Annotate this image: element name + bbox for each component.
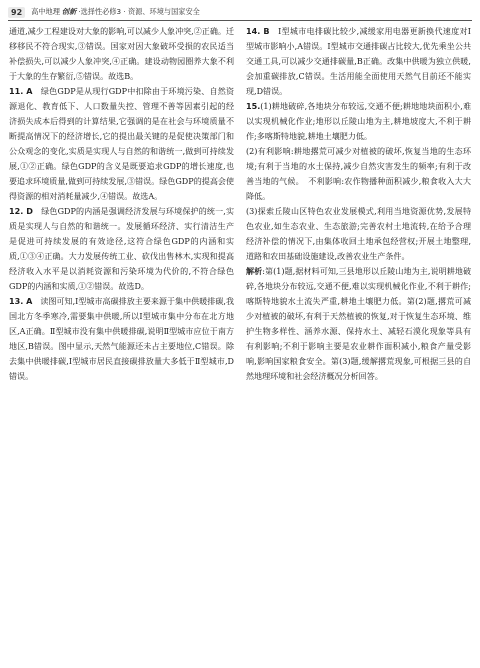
page-header <box>8 4 472 21</box>
answer-paragraph <box>9 24 234 84</box>
paragraph-text: :第(1)题,据材料可知,三县地形以丘陵山地为主,说明耕地破碎,各地块分布较远,交通不便,难以实现机械化作业,不利于耕作;喀斯特地貌水土流失严重,耕地土壤肥力低。第(2)题,撂荒可减少对植被的破坏,有利于天然植被的恢复,对于恢复生态环境、维护生物多样性、涵养水源、保持水土、减轻石漠化现象等具有有利影响;不利于影响主要是农业耕作面积减小,粮食产量受影响,影响国家粮食安全。第(3)题,缓解撂荒现象,可根据三县的自然地理环境和社会经济概况分析回答。 <box>246 267 471 381</box>
paragraph-text: Ⅰ型城市电排碳比较少,减缓家用电器更新换代速度对Ⅰ型城市影响小,A错误。Ⅰ型城市交通排碳占比较大,优先乘坐公共交通工具,可以减少交通排碳量,B正确。改集中供暖为独立供暖,会加重碳排放,C错误。生活用能全面使用天然气目前还不能实现,D错误。 <box>246 27 471 96</box>
analysis-label: 解析 <box>246 267 263 276</box>
answer-paragraph <box>246 24 471 99</box>
header-subject: 高中地理 <box>31 7 60 16</box>
right-column <box>246 24 471 384</box>
paragraph-text: 绿色GDP的内涵是强调经济发展与环境保护的统一,实质是实现人与自然的和谐统一。发展循环经济、实行清洁生产是促进可持续发展的有效途径,这符合绿色GDP的内涵和实质,①③④正确。大力发展传统工业、砍伐出售林木,实现和提高经济收入水平是以消耗资源和污染环境为代价的,不符合绿色GDP的内涵和实质,①②错误。故选D。 <box>9 207 234 291</box>
header-title: ·选择性必修3 · 资源、环境与国家安全 <box>78 7 200 16</box>
question-label: 14. B <box>246 27 270 36</box>
answer-paragraph <box>9 84 234 204</box>
page-number: 92 <box>8 7 25 18</box>
paragraph-text: (1)耕地破碎,各地块分布较远,交通不便;耕地地块面积小,难以实现机械化作业;地形以丘陵山地为主,耕地坡度大,不利于耕作;多喀斯特地貌,耕地土壤肥力低。 <box>246 102 471 141</box>
question-label: 12. D <box>9 207 33 216</box>
answer-paragraph <box>246 99 471 144</box>
paragraph-text: (2)有利影响:耕地撂荒可减少对植被的破坏,恢复当地的生态环境;有利于当地的水土保持,减少自然灾害发生的频率;有利于改善当地的气候。 不利影响:农作物播种面积减少,粮食收入大大降低。 <box>246 147 471 201</box>
question-label: 11. A <box>9 87 33 96</box>
answer-paragraph <box>246 204 471 264</box>
paragraph-text: 绿色GDP是从现行GDP中扣除由于环境污染、自然资源退化、教育低下、人口数量失控、管理不善等因素引起的经济损失成本后得到的计算结果,它强调的是在社会与环境质量不断提高情况下的经济增长,它的提出最关键的是促使决策部门和公众观念的变化,实质是实现人与自然的和谐统一,做到可持续发展,①②正确。绿色GDP的含义是既要追求GDP的增长速度,也要追求环境质量,做到可持续发展,③错误。绿色GDP的提高会使得资源的相对消耗量减少,④错误。故选A。 <box>9 87 234 201</box>
answer-paragraph <box>9 204 234 294</box>
question-label: 15. <box>246 102 261 111</box>
paragraph-text: (3)探索丘陵山区特色农业发展模式,利用当地资源优势,发展特色农业,如生态农业、生态旅游;完善农村土地流转,在给予合理经济补偿的情况下,由集体收回土地承包经营权;开展土地整理,道路和农田基础设施建设,改善农业生产条件。 <box>246 207 471 261</box>
header-brand: 创新 <box>61 7 77 16</box>
analysis-paragraph <box>246 264 471 384</box>
question-label: 13. A <box>9 297 33 306</box>
paragraph-text: 读图可知,Ⅰ型城市高碳排放主要来源于集中供暖排碳,我国北方冬季寒冷,需要集中供暖,所以Ⅰ型城市集中分布在北方地区,A正确。Ⅱ型城市没有集中供暖排碳,说明Ⅱ型城市应位于南方地区,B错误。图中显示,天然气能源还未占主要地位,C错误。除去集中供暖排碳,Ⅰ型城市居民直接碳排放量大多低于Ⅱ型城市,D错误。 <box>9 297 234 381</box>
left-column <box>9 24 234 384</box>
answer-paragraph <box>9 294 234 384</box>
answer-paragraph <box>246 144 471 204</box>
paragraph-text: 通道,减少工程建设对大象的影响,可以减少人象冲突,②正确。迁移移民不符合现实,③错误。国家对因大象破坏受损的农民适当补偿损失,可以减少人象冲突,④正确。建设动物园圈养大象不利于大象的生存繁衍,⑤错误。故选B。 <box>9 27 234 81</box>
